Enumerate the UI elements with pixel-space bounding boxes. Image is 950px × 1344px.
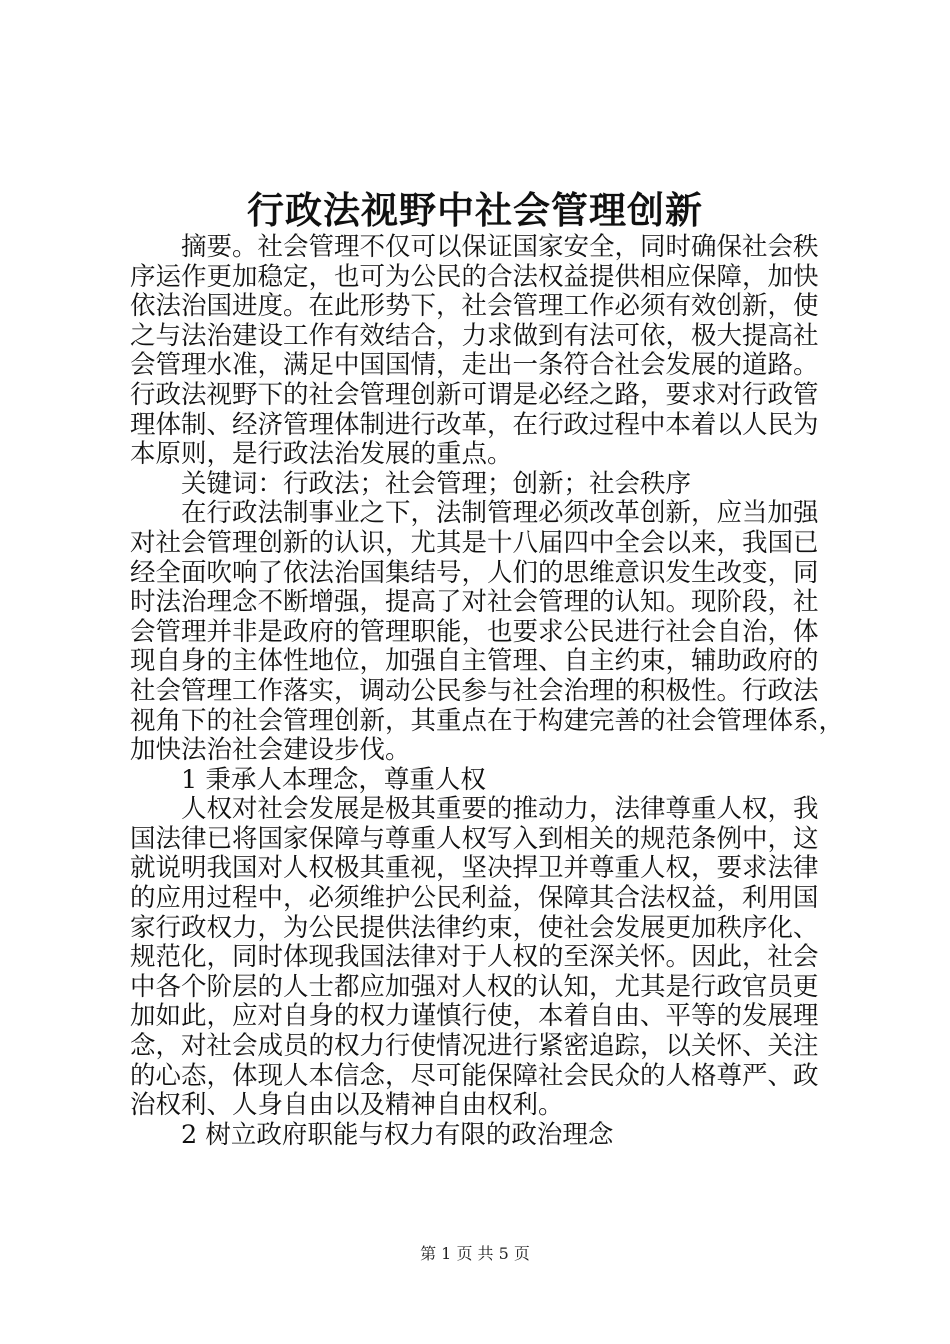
paragraph-line: 国法律已将国家保障与尊重人权写入到相关的规范条例中，这 [130, 823, 819, 854]
paragraph-line: 规范化，同时体现我国法律对于人权的至深关怀。因此，社会 [130, 942, 819, 973]
paragraph-line: 现自身的主体性地位，加强自主管理、自主约束，辅助政府的 [130, 646, 819, 677]
section-heading: 1 秉承人本理念，尊重人权 [181, 764, 486, 795]
paragraph-line: 视角下的社会管理创新，其重点在于构建完善的社会管理体系， [130, 705, 845, 736]
section-heading: 2 树立政府职能与权力有限的政治理念 [181, 1119, 614, 1150]
abstract-line: 依法治国进度。在此形势下，社会管理工作必须有效创新，使 [130, 291, 819, 322]
paragraph-line: 的心态，体现人本信念，尽可能保障社会民众的人格尊严、政 [130, 1060, 819, 1091]
paragraph-line: 加如此，应对自身的权力谨慎行使，本着自由、平等的发展理 [130, 1001, 819, 1032]
abstract-line: 本原则，是行政法治发展的重点。 [130, 439, 513, 470]
abstract-line: 理体制、经济管理体制进行改革，在行政过程中本着以人民为 [130, 409, 819, 440]
paragraph-line: 念，对社会成员的权力行使情况进行紧密追踪，以关怀、关注 [130, 1031, 819, 1062]
paragraph-line: 经全面吹响了依法治国集结号，人们的思维意识发生改变，同 [130, 557, 819, 588]
paragraph-line: 的应用过程中，必须维护公民利益，保障其合法权益，利用国 [130, 883, 819, 914]
paragraph-line: 家行政权力，为公民提供法律约束，使社会发展更加秩序化、 [130, 912, 819, 943]
keywords-line: 关键词：行政法；社会管理；创新；社会秩序 [181, 468, 692, 499]
abstract-line: 摘要。社会管理不仅可以保证国家安全，同时确保社会秩 [181, 232, 819, 262]
page-footer: 第 1 页 共 5 页 [420, 1244, 530, 1263]
document-body [130, 232, 845, 1150]
paragraph-line: 对社会管理创新的认识，尤其是十八届四中全会以来，我国已 [130, 527, 819, 558]
paragraph-line: 会管理并非是政府的管理职能，也要求公民进行社会自治，体 [130, 616, 819, 647]
paragraph-line: 治权利、人身自由以及精神自由权利。 [130, 1090, 564, 1121]
paragraph-line: 人权对社会发展是极其重要的推动力，法律尊重人权，我 [181, 794, 819, 825]
paragraph-line: 在行政法制事业之下，法制管理必须改革创新，应当加强 [181, 498, 819, 529]
paragraph-line: 加快法治社会建设步伐。 [130, 735, 411, 766]
paragraph-line: 时法治理念不断增强，提高了对社会管理的认知。现阶段，社 [130, 587, 819, 618]
abstract-line: 序运作更加稳定，也可为公民的合法权益提供相应保障，加快 [130, 261, 819, 292]
abstract-line: 之与法治建设工作有效结合，力求做到有法可依，极大提高社 [130, 320, 819, 351]
paragraph-line: 中各个阶层的人士都应加强对人权的认知，尤其是行政官员更 [130, 971, 819, 1002]
paragraph-line: 就说明我国对人权极其重视，坚决捍卫并尊重人权，要求法律 [130, 853, 819, 884]
document-title: 行政法视野中社会管理创新 [247, 188, 703, 232]
abstract-line: 行政法视野下的社会管理创新可谓是必经之路，要求对行政管 [130, 379, 819, 410]
abstract-line: 会管理水准，满足中国国情，走出一条符合社会发展的道路。 [130, 350, 819, 381]
paragraph-line: 社会管理工作落实，调动公民参与社会治理的积极性。行政法 [130, 675, 819, 706]
